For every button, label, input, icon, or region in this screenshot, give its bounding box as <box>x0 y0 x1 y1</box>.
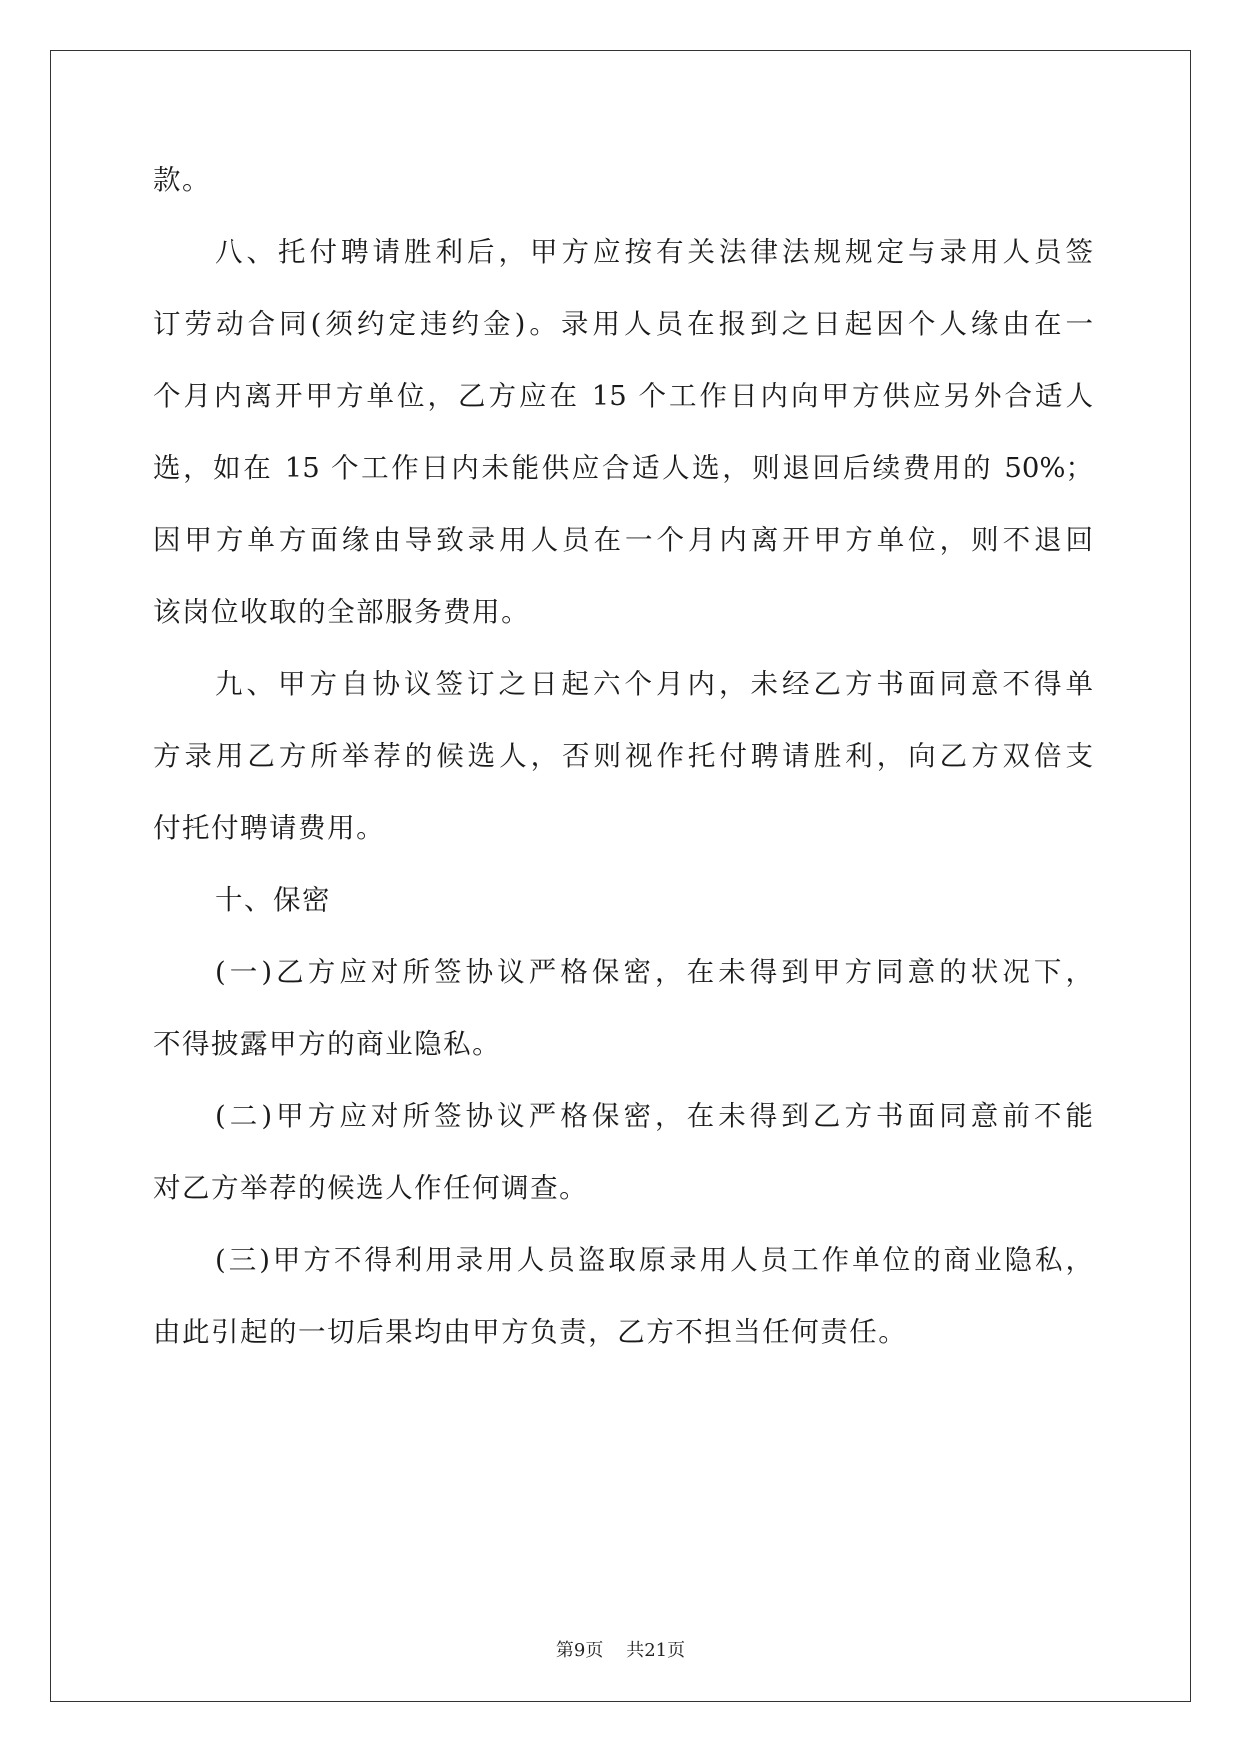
text-line: 方录用乙方所举荐的候选人，否则视作托付聘请胜利，向乙方双倍支 <box>153 740 1093 772</box>
text-line: 由此引起的一切后果均由甲方负责，乙方不担当任何责任。 <box>153 1316 908 1348</box>
total-label-prefix: 共 <box>626 1640 645 1661</box>
text-line: 八、托付聘请胜利后，甲方应按有关法律法规规定与录用人员签 <box>215 236 1093 268</box>
text-line: 订劳动合同(须约定违约金)。录用人员在报到之日起因个人缘由在一 <box>153 308 1093 340</box>
total-pages: 21 <box>644 1640 668 1661</box>
page-frame <box>50 50 1191 1702</box>
page-label-suffix: 页 <box>585 1640 604 1661</box>
page-label-prefix: 第 <box>555 1640 574 1661</box>
text-line: 选，如在 15 个工作日内未能供应合适人选，则退回后续费用的 50%； <box>153 452 1093 484</box>
text-line: 对乙方举荐的候选人作任何调查。 <box>153 1172 589 1204</box>
text-line: (三)甲方不得利用录用人员盗取原录用人员工作单位的商业隐私， <box>215 1244 1093 1276</box>
total-label-suffix: 页 <box>667 1640 686 1661</box>
text-line: 不得披露甲方的商业隐私。 <box>153 1028 502 1060</box>
text-line: (二)甲方应对所签协议严格保密，在未得到乙方书面同意前不能 <box>215 1100 1093 1132</box>
section-heading: 十、保密 <box>215 884 332 916</box>
page-footer <box>0 1639 1241 1663</box>
text-line: 因甲方单方面缘由导致录用人员在一个月内离开甲方单位，则不退回 <box>153 524 1093 556</box>
text-line: 个月内离开甲方单位，乙方应在 15 个工作日内向甲方供应另外合适人 <box>153 380 1093 412</box>
text-line: 付托付聘请费用。 <box>153 812 386 844</box>
page-number: 9 <box>573 1640 586 1661</box>
text-line: 九、甲方自协议签订之日起六个月内，未经乙方书面同意不得单 <box>215 668 1093 700</box>
text-line: 款。 <box>153 164 212 196</box>
text-line: 该岗位收取的全部服务费用。 <box>153 596 531 628</box>
text-line: (一)乙方应对所签协议严格保密，在未得到甲方同意的状况下， <box>215 956 1093 988</box>
